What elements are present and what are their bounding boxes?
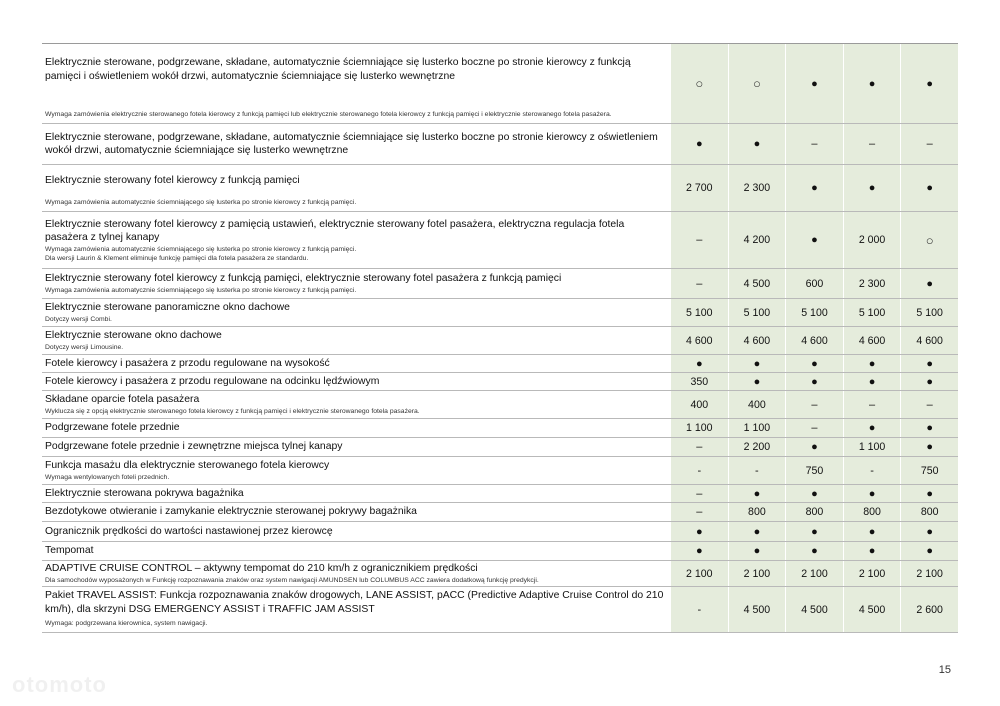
value-cell: 2 600 xyxy=(900,587,958,632)
table-row xyxy=(42,456,958,484)
row-title: Fotele kierowcy i pasażera z przodu regulowane na odcinku lędźwiowym xyxy=(45,375,380,387)
value-cell: ● xyxy=(900,419,958,437)
table-row xyxy=(42,390,958,418)
row-note-secondary: Dla wersji Laurin & Klement eliminuje funkcję pamięci dla fotela pasażera ze standardu. xyxy=(45,254,309,262)
row-note: Wymaga zamówienia automatycznie ściemniającego się lusterka po stronie kierowcy z funkcją pamięci. xyxy=(45,245,357,253)
value-cell: ● xyxy=(728,124,786,164)
value-cell: – xyxy=(785,124,843,164)
row-title: Elektrycznie sterowany fotel kierowcy z funkcją pamięci, elektrycznie sterowany fotel pasażera z funkcją pamięci xyxy=(45,273,562,285)
value-cell: 2 100 xyxy=(670,561,728,586)
row-values xyxy=(670,522,958,541)
row-description xyxy=(42,355,670,372)
row-description xyxy=(42,373,670,390)
value-cell: ○ xyxy=(670,44,728,123)
row-description xyxy=(42,165,670,211)
table-row xyxy=(42,418,958,437)
row-title: Elektrycznie sterowana pokrywa bagażnika xyxy=(45,487,244,499)
value-cell: ● xyxy=(843,522,901,541)
row-note: Dotyczy wersji Limousine. xyxy=(45,343,124,351)
row-values xyxy=(670,419,958,437)
value-cell: 800 xyxy=(728,503,786,521)
row-title: Podgrzewane fotele przednie i zewnętrzne miejsca tylnej kanapy xyxy=(45,441,343,453)
value-cell: – xyxy=(670,212,728,268)
row-description xyxy=(42,419,670,437)
watermark-logo: otomoto xyxy=(12,672,107,697)
row-title: Składane oparcie fotela pasażera xyxy=(45,394,200,406)
value-cell: ● xyxy=(900,485,958,502)
value-cell: 5 100 xyxy=(728,299,786,326)
value-cell: ● xyxy=(670,542,728,560)
value-cell: - xyxy=(728,457,786,484)
row-description xyxy=(42,561,670,586)
row-title: Elektrycznie sterowane panoramiczne okno dachowe xyxy=(45,302,290,314)
value-cell: ● xyxy=(843,542,901,560)
value-cell: ● xyxy=(843,165,901,211)
value-cell: ● xyxy=(785,373,843,390)
row-description xyxy=(42,587,670,632)
value-cell: ● xyxy=(728,522,786,541)
value-cell: 4 600 xyxy=(785,327,843,354)
value-cell: 2 300 xyxy=(728,165,786,211)
value-cell: ● xyxy=(785,355,843,372)
value-cell: 2 300 xyxy=(843,269,901,298)
table-row xyxy=(42,164,958,211)
table-row xyxy=(42,43,958,123)
equipment-table xyxy=(42,43,958,633)
value-cell: – xyxy=(670,503,728,521)
row-description xyxy=(42,269,670,298)
value-cell: 4 500 xyxy=(728,587,786,632)
value-cell: ● xyxy=(785,165,843,211)
row-description xyxy=(42,457,670,484)
value-cell: ● xyxy=(900,522,958,541)
value-cell: 5 100 xyxy=(900,299,958,326)
value-cell: 800 xyxy=(785,503,843,521)
value-cell: 750 xyxy=(785,457,843,484)
row-note: Wymaga: podgrzewana kierownica, system nawigacji. xyxy=(45,620,208,627)
value-cell: 5 100 xyxy=(670,299,728,326)
value-cell: ● xyxy=(670,124,728,164)
row-values xyxy=(670,165,958,211)
table-row xyxy=(42,586,958,633)
row-values xyxy=(670,269,958,298)
row-title: Elektrycznie sterowane, podgrzewane, składane, automatycznie ściemniające się lusterko boczne po stronie kierowcy z oświetleniem wokół drzwi, automatycznie ściemniające się lusterko wewnętrzne xyxy=(45,131,658,156)
value-cell: 800 xyxy=(843,503,901,521)
row-description xyxy=(42,503,670,521)
row-values xyxy=(670,485,958,502)
row-values xyxy=(670,327,958,354)
value-cell: 4 600 xyxy=(670,327,728,354)
row-values xyxy=(670,542,958,560)
value-cell: ● xyxy=(843,44,901,123)
value-cell: – xyxy=(670,438,728,456)
value-cell: 2 100 xyxy=(728,561,786,586)
row-description xyxy=(42,299,670,326)
value-cell: ● xyxy=(900,269,958,298)
row-description xyxy=(42,327,670,354)
value-cell: ● xyxy=(785,542,843,560)
row-values xyxy=(670,44,958,123)
value-cell: 350 xyxy=(670,373,728,390)
table-row xyxy=(42,354,958,372)
row-title: Funkcja masażu dla elektrycznie sterowanego fotela kierowcy xyxy=(45,460,330,472)
row-title: Ogranicznik prędkości do wartości nastawionej przez kierowcę xyxy=(45,525,333,537)
row-description xyxy=(42,438,670,456)
table-row xyxy=(42,521,958,541)
value-cell: 2 700 xyxy=(670,165,728,211)
row-description xyxy=(42,212,670,268)
value-cell: - xyxy=(670,587,728,632)
value-cell: ○ xyxy=(900,212,958,268)
table-row xyxy=(42,437,958,456)
value-cell: - xyxy=(843,457,901,484)
table-row xyxy=(42,372,958,390)
row-description xyxy=(42,391,670,418)
value-cell: - xyxy=(670,457,728,484)
value-cell: ● xyxy=(900,165,958,211)
row-values xyxy=(670,587,958,632)
value-cell: ● xyxy=(728,542,786,560)
row-title: Pakiet TRAVEL ASSIST: Funkcja rozpoznawania znaków drogowych, LANE ASSIST, pACC (Predictive Adaptive Cruise Control do 210 km/h), dla skrzyni DSG EMERGENCY ASSIST i TRAFFIC JAM ASSIST xyxy=(45,590,664,615)
value-cell: 5 100 xyxy=(843,299,901,326)
value-cell: 4 200 xyxy=(728,212,786,268)
table-row xyxy=(42,298,958,326)
row-values xyxy=(670,438,958,456)
row-note: Wymaga zamówienia elektrycznie sterowanego fotela kierowcy z funkcją pamięci lub elektrycznie sterowanego fotela kierowcy z funkcją pamięci i elektrycznie sterowanego fotela pasażera. xyxy=(45,111,612,118)
row-values xyxy=(670,561,958,586)
value-cell: 1 100 xyxy=(843,438,901,456)
value-cell: ● xyxy=(843,485,901,502)
table-row xyxy=(42,541,958,560)
value-cell: 4 500 xyxy=(728,269,786,298)
value-cell: – xyxy=(843,124,901,164)
row-note: Wyklucza się z opcją elektrycznie sterowanego fotela kierowcy z funkcją pamięci i elektrycznie sterowanego fotela pasażera. xyxy=(45,407,420,415)
value-cell: 2 100 xyxy=(900,561,958,586)
value-cell: 5 100 xyxy=(785,299,843,326)
row-note: Wymaga wentylowanych foteli przednich. xyxy=(45,473,170,481)
value-cell: 4 500 xyxy=(785,587,843,632)
value-cell: 2 200 xyxy=(728,438,786,456)
row-note: Dotyczy wersji Combi. xyxy=(45,315,112,323)
row-description xyxy=(42,522,670,541)
value-cell: 2 000 xyxy=(843,212,901,268)
row-values xyxy=(670,124,958,164)
row-values xyxy=(670,391,958,418)
row-values xyxy=(670,373,958,390)
table-row xyxy=(42,560,958,586)
value-cell: ● xyxy=(843,373,901,390)
value-cell: ● xyxy=(785,522,843,541)
value-cell: ● xyxy=(728,373,786,390)
value-cell: – xyxy=(670,269,728,298)
row-title: Tempomat xyxy=(45,545,94,557)
value-cell: ● xyxy=(900,542,958,560)
value-cell: 400 xyxy=(728,391,786,418)
value-cell: 1 100 xyxy=(728,419,786,437)
value-cell: ● xyxy=(900,373,958,390)
value-cell: ● xyxy=(843,355,901,372)
row-title: Podgrzewane fotele przednie xyxy=(45,422,180,434)
row-title: Elektrycznie sterowane okno dachowe xyxy=(45,330,222,342)
row-values xyxy=(670,503,958,521)
row-title: Elektrycznie sterowany fotel kierowcy z funkcją pamięci xyxy=(45,175,300,186)
value-cell: 600 xyxy=(785,269,843,298)
row-note: Wymaga zamówienia automatycznie ściemniającego się lusterka po stronie kierowcy z funkcją pamięci. xyxy=(45,286,357,294)
value-cell: 2 100 xyxy=(785,561,843,586)
value-cell: – xyxy=(785,419,843,437)
table-row xyxy=(42,211,958,268)
value-cell: ● xyxy=(785,212,843,268)
value-cell: ● xyxy=(670,522,728,541)
value-cell: ● xyxy=(728,355,786,372)
row-title: Bezdotykowe otwieranie i zamykanie elektrycznie sterowanej pokrywy bagażnika xyxy=(45,506,417,518)
value-cell: – xyxy=(900,391,958,418)
value-cell: ● xyxy=(900,355,958,372)
value-cell: – xyxy=(843,391,901,418)
row-description xyxy=(42,542,670,560)
row-title: Elektrycznie sterowane, podgrzewane, składane, automatycznie ściemniające się lusterko boczne po stronie kierowcy z funkcją pamięci i oświetleniem wokół drzwi, automatycznie ściemniające się lusterko wewnętrzne xyxy=(45,57,631,82)
table-row xyxy=(42,502,958,521)
value-cell: 800 xyxy=(900,503,958,521)
value-cell: ● xyxy=(785,438,843,456)
row-description xyxy=(42,124,670,164)
row-title: ADAPTIVE CRUISE CONTROL – aktywny tempomat do 210 km/h z ogranicznikiem prędkości xyxy=(45,563,478,575)
value-cell: ● xyxy=(900,44,958,123)
row-values xyxy=(670,299,958,326)
row-description xyxy=(42,485,670,502)
value-cell: ● xyxy=(785,44,843,123)
value-cell: – xyxy=(900,124,958,164)
table-row xyxy=(42,484,958,502)
row-title: Elektrycznie sterowany fotel kierowcy z pamięcią ustawień, elektrycznie sterowany fotel pasażera, elektryczna regulacja fotela pasażera z tylnej kanapy xyxy=(45,218,625,243)
row-values xyxy=(670,355,958,372)
value-cell: ● xyxy=(900,438,958,456)
table-row xyxy=(42,268,958,298)
row-note: Wymaga zamówienia automatycznie ściemniającego się lusterka po stronie kierowcy z funkcją pamięci. xyxy=(45,199,357,206)
value-cell: ● xyxy=(785,485,843,502)
value-cell: 1 100 xyxy=(670,419,728,437)
value-cell: ● xyxy=(843,419,901,437)
row-description xyxy=(42,44,670,123)
row-values xyxy=(670,212,958,268)
value-cell: 4 600 xyxy=(900,327,958,354)
table-row xyxy=(42,326,958,354)
value-cell: 4 600 xyxy=(728,327,786,354)
value-cell: – xyxy=(670,485,728,502)
value-cell: ● xyxy=(670,355,728,372)
value-cell: ● xyxy=(728,485,786,502)
value-cell: 4 600 xyxy=(843,327,901,354)
value-cell: 750 xyxy=(900,457,958,484)
value-cell: ○ xyxy=(728,44,786,123)
row-title: Fotele kierowcy i pasażera z przodu regulowane na wysokość xyxy=(45,357,330,369)
value-cell: 2 100 xyxy=(843,561,901,586)
table-row xyxy=(42,123,958,164)
row-values xyxy=(670,457,958,484)
page-number: 15 xyxy=(938,664,951,676)
value-cell: – xyxy=(785,391,843,418)
row-note: Dla samochodów wyposażonych w Funkcję rozpoznawania znaków oraz system nawigacji AMUNDSEN lub COLUMBUS ACC zawiera dodatkową funkcję predykcji. xyxy=(45,576,539,584)
value-cell: 4 500 xyxy=(843,587,901,632)
value-cell: 400 xyxy=(670,391,728,418)
